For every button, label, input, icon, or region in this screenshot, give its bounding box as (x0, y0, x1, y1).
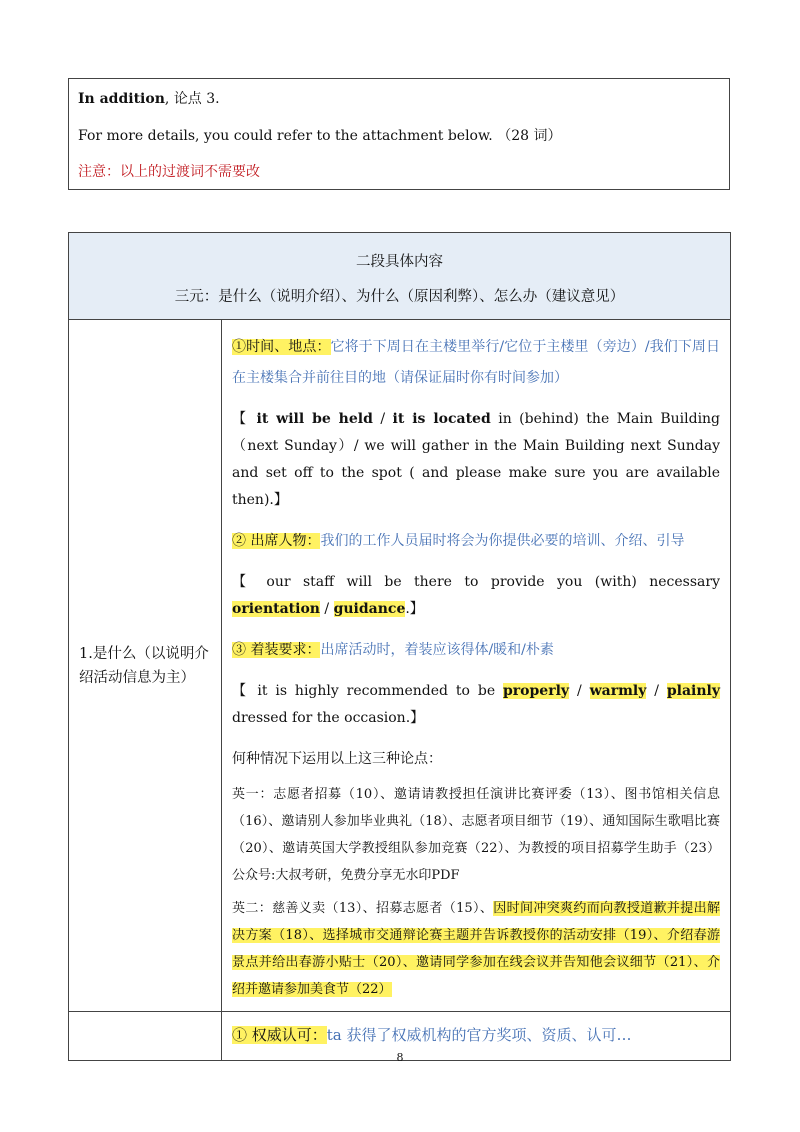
eng1-list: 英一：志愿者招募（10）、邀请请教授担任演讲比赛评委（13）、图书馆相关信息（16）、邀请别人参加毕业典礼（18）、志愿者项目细节（19）、通知国际生歌唱比赛（20）、邀请英国大学教授组队参加竞赛（22）、为教授的项目招募学生助手（23）公众号:大叔考研，免费分享无水印PDF (232, 787, 720, 883)
intro-line-1: In addition, 论点 3. (78, 91, 220, 107)
eng2-list: 英二：慈善义卖（13）、招募志愿者（15）、因时间冲突爽约而向教授道歉并提出解决方案（18）、选择城市交通辩论赛主题并告诉教授你的活动安排（19）、介绍春游景点并给出春游小贴士（20）、邀请同学参加在线会议并告知他会议细节（21）、介绍并邀请参加美食节（22） (232, 901, 720, 997)
table-header (69, 233, 731, 320)
usage-title: 何种情况下运用以上这三种论点： (232, 751, 442, 767)
row1-content (222, 320, 731, 1012)
authority-point: ① 权威认可：ta 获得了权威机构的官方奖项、资质、认可… (232, 1026, 632, 1044)
point3-cn: ③ 着装要求：出席活动时，着装应该得体/暖和/朴素 (232, 642, 554, 658)
row1-label: 1.是什么（以说明介绍活动信息为主） (69, 320, 222, 1012)
point1-cn: ①时间、地点：它将于下周日在主楼里举行/它位于主楼里（旁边）/我们下周日在主楼集合并前往目的地（请保证届时你有时间参加） (232, 339, 720, 386)
intro-line-2: For more details, you could refer to the attachment below. （28 词） (78, 128, 562, 144)
point2-en: 【 our staff will be there to provide you (with) necessary orientation / guidance.】 (232, 574, 720, 617)
point2-cn: ② 出席人物：我们的工作人员届时将会为你提供必要的培训、介绍、引导 (232, 533, 685, 549)
point3-en: 【 it is highly recommended to be properly / warmly / plainly dressed for the occasion.】 (232, 683, 721, 726)
content-table (68, 232, 731, 1061)
intro-box (68, 78, 730, 190)
header-title: 二段具体内容 (356, 254, 443, 270)
intro-note: 注意：以上的过渡词不需要改 (78, 164, 260, 180)
header-subtitle: 三元：是什么（说明介绍）、为什么（原因利弊）、怎么办（建议意见） (174, 289, 625, 305)
point1-en: 【 it will be held / it is located in (behind) the Main Building （next Sunday）/ we will gather in the Main Building next Sunday and set off to the spot ( and please make sure you are available then).】 (232, 411, 721, 508)
page-number: 8 (396, 1051, 404, 1064)
